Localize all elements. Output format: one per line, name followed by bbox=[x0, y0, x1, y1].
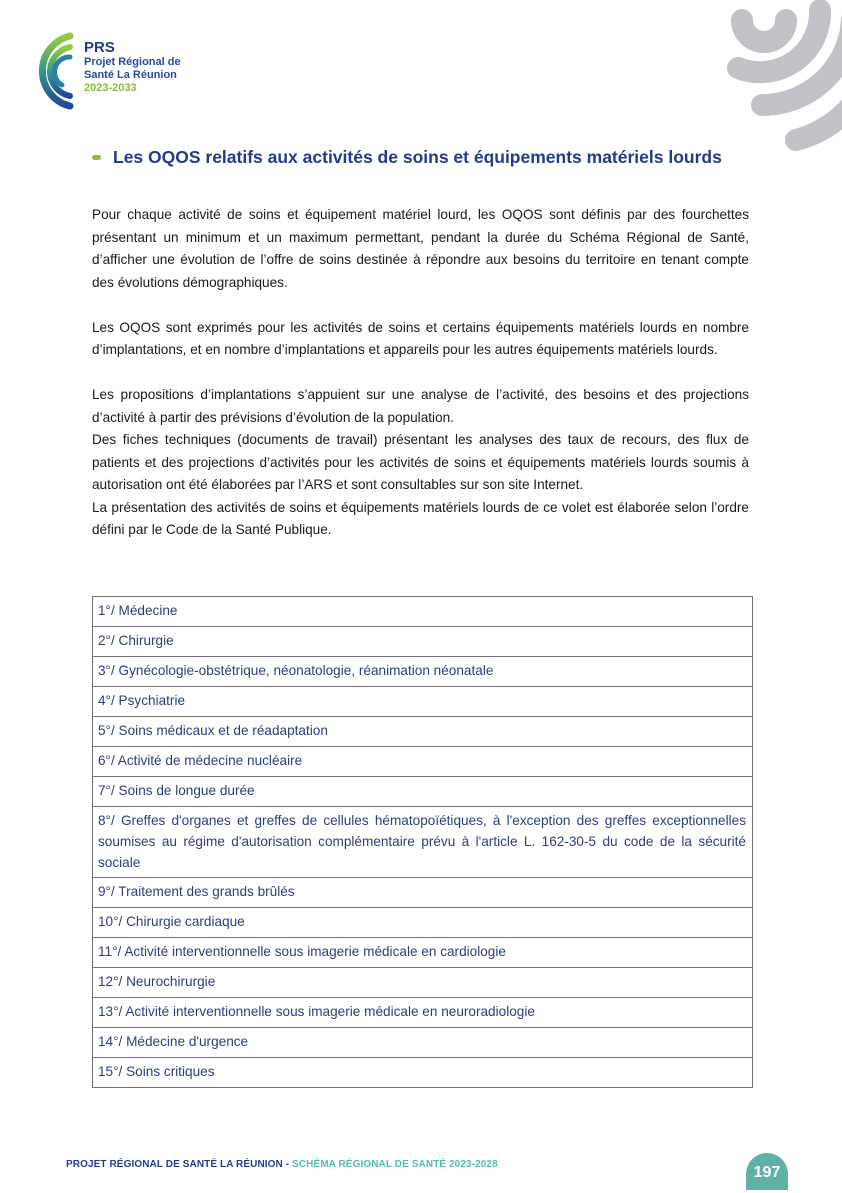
logo-line-2: Santé La Réunion bbox=[84, 69, 177, 81]
logo-years: 2023-2033 bbox=[84, 82, 137, 94]
footer-schema-title: SCHÉMA RÉGIONAL DE SANTÉ 2023-2028 bbox=[292, 1159, 498, 1170]
paragraph-2: Les OQOS sont exprimés pour les activités de soins et certains équipements matériels lourds en nombre d’implantations, et en nombre d’implantations et appareils pour les autres équipements matériels lourds. bbox=[92, 319, 749, 357]
table-cell: 11°/ Activité interventionnelle sous imagerie médicale en cardiologie bbox=[93, 938, 753, 968]
paragraph-3: Les propositions d’implantations s’appuient sur une analyse de l’activité, des besoins et des projections d’activité à partir des prévisions d’évolution de la population. bbox=[92, 387, 749, 425]
page-number-badge: 197 bbox=[746, 1153, 788, 1190]
table-row bbox=[93, 998, 753, 1028]
table-row bbox=[93, 1058, 753, 1088]
table-cell: 12°/ Neurochirurgie bbox=[93, 968, 753, 998]
table-cell: 2°/ Chirurgie bbox=[93, 627, 753, 657]
table-cell: 10°/ Chirurgie cardiaque bbox=[93, 908, 753, 938]
table-row bbox=[93, 597, 753, 627]
table-row bbox=[93, 657, 753, 687]
table-row bbox=[93, 717, 753, 747]
table-row bbox=[93, 777, 753, 807]
decorative-arcs-icon bbox=[702, 0, 842, 160]
section-heading bbox=[92, 143, 732, 171]
table-row bbox=[93, 627, 753, 657]
table-cell: 9°/ Traitement des grands brûlés bbox=[93, 878, 753, 908]
table-row bbox=[93, 1028, 753, 1058]
table-cell: 4°/ Psychiatrie bbox=[93, 687, 753, 717]
paragraph-4: Des fiches techniques (documents de travail) présentant les analyses des taux de recours, des flux de patients et des projections d’activités pour les activités de soins et équipements matériels lourds soumis à autorisation ont été élaborées par l’ARS et sont consultables sur son site Internet. bbox=[92, 432, 749, 492]
table-cell: 6°/ Activité de médecine nucléaire bbox=[93, 747, 753, 777]
table-row bbox=[93, 908, 753, 938]
bullet-icon bbox=[92, 155, 101, 160]
table-row bbox=[93, 687, 753, 717]
table-row bbox=[93, 968, 753, 998]
paragraph-5: La présentation des activités de soins et équipements matériels lourds de ce volet est élaborée selon l’ordre défini par le Code de la Santé Publique. bbox=[92, 499, 749, 537]
prs-logo-arcs-icon bbox=[22, 30, 82, 112]
section-title: Les OQOS relatifs aux activités de soins et équipements matériels lourds bbox=[113, 147, 722, 167]
paragraph-1: Pour chaque activité de soins et équipement matériel lourd, les OQOS sont définis par des fourchettes présentant un minimum et un maximum permettant, pendant la durée du Schéma Régional de Santé, d’afficher une évolution de l’offre de soins destinée à répondre aux besoins du territoire en tenant compte des évolutions démographiques. bbox=[92, 207, 749, 290]
logo-line-1: Projet Régional de bbox=[84, 56, 181, 68]
prs-logo bbox=[22, 30, 222, 112]
table-cell: 3°/ Gynécologie-obstétrique, néonatologie, réanimation néonatale bbox=[93, 657, 753, 687]
table-cell: 7°/ Soins de longue durée bbox=[93, 777, 753, 807]
page-footer bbox=[66, 1159, 498, 1170]
table-row bbox=[93, 747, 753, 777]
body-text bbox=[92, 204, 749, 542]
table-row bbox=[93, 938, 753, 968]
table-cell: 13°/ Activité interventionnelle sous imagerie médicale en neuroradiologie bbox=[93, 998, 753, 1028]
activities-table bbox=[92, 596, 753, 1088]
table-cell: 15°/ Soins critiques bbox=[93, 1058, 753, 1088]
table-row bbox=[93, 878, 753, 908]
table-row bbox=[93, 807, 753, 878]
table-cell: 1°/ Médecine bbox=[93, 597, 753, 627]
logo-acronym: PRS bbox=[84, 39, 115, 56]
table-cell: 14°/ Médecine d'urgence bbox=[93, 1028, 753, 1058]
footer-project-title: PROJET RÉGIONAL DE SANTÉ LA RÉUNION - bbox=[66, 1159, 293, 1170]
table-cell: 5°/ Soins médicaux et de réadaptation bbox=[93, 717, 753, 747]
table-cell: 8°/ Greffes d'organes et greffes de cellules hématopoïétiques, à l'exception des greffes exceptionnelles soumises au régime d'autorisation complémentaire prévu à l'article L. 162-30-5 du code de la sécurité sociale bbox=[93, 807, 753, 878]
